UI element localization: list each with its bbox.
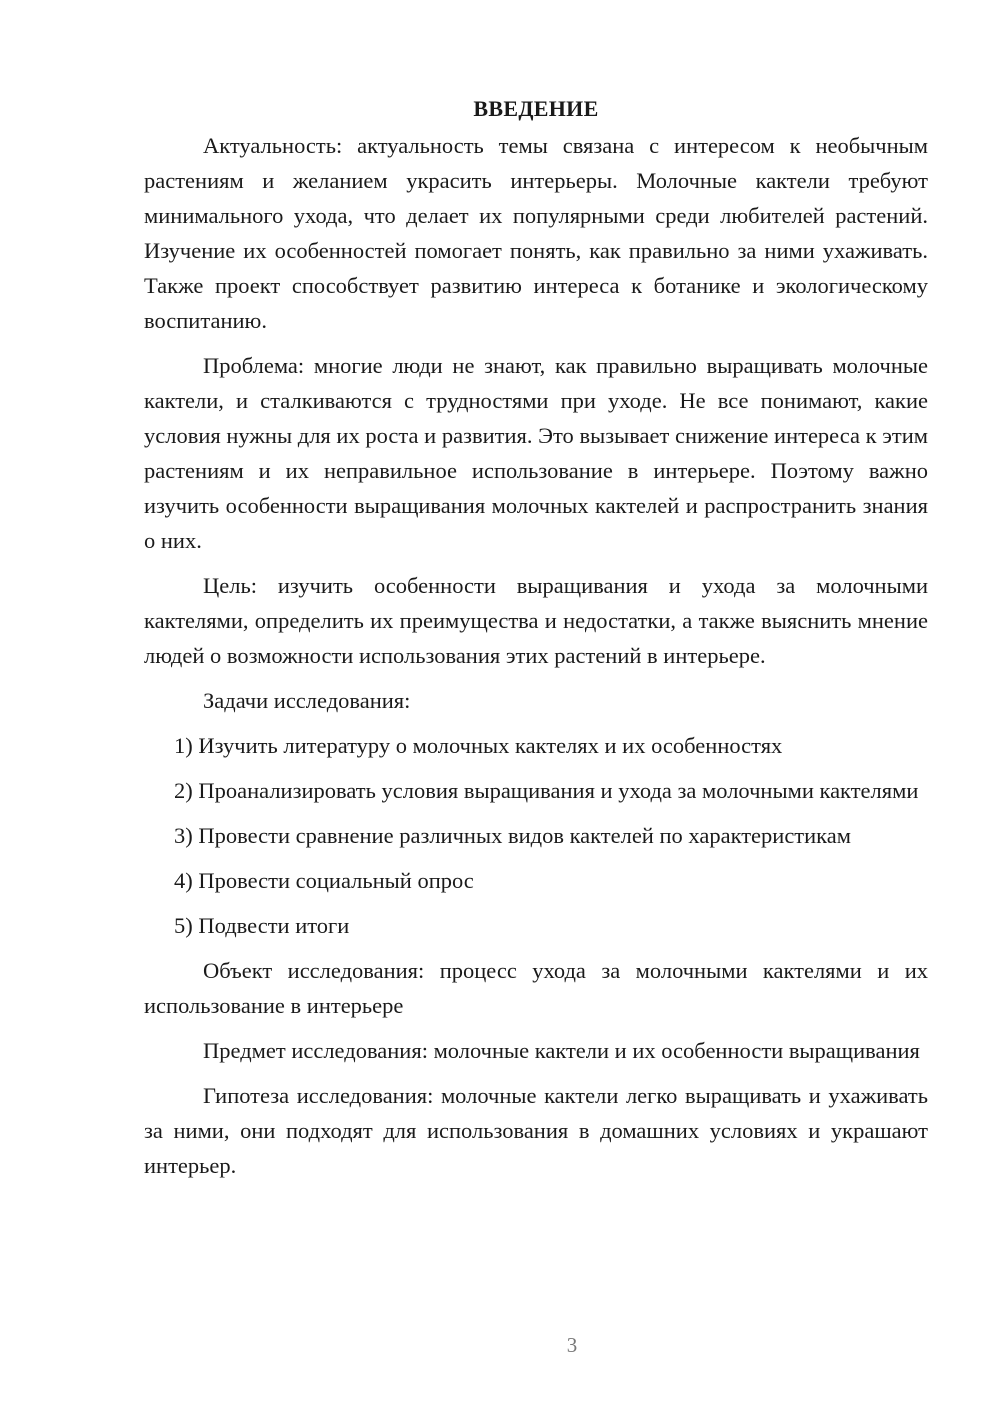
paragraph-problem: Проблема: многие люди не знают, как правильно выращивать молочные кактели, и сталкиваются с трудностями при уходе. Не все понимают, какие условия нужны для их роста и развития. Это вызывает снижение интереса к этим растениям и их неправильное использование в интерьере. Поэтому важно изучить особенности выращивания молочных кактелей и распространить знания о них. — [144, 353, 928, 553]
page-number: 3 — [566, 1333, 578, 1357]
document-page — [144, 92, 928, 1193]
paragraph-goal: Цель: изучить особенности выращивания и ухода за молочными кактелями, определить их преимущества и недостатки, а также выяснить мнение людей о возможности использования этих растений в интерьере. — [144, 573, 928, 668]
paragraph-subject: Предмет исследования: молочные кактели и их особенности выращивания — [203, 1038, 920, 1063]
task-item: 3) Провести сравнение различных видов кактелей по характеристикам — [174, 823, 851, 848]
task-item: 5) Подвести итоги — [174, 913, 350, 938]
paragraph-hypothesis: Гипотеза исследования: молочные кактели легко выращивать и ухаживать за ними, они подходят для использования в домашних условиях и украшают интерьер. — [144, 1083, 928, 1178]
paragraph-object: Объект исследования: процесс ухода за молочными кактелями и их использование в интерьере — [144, 958, 928, 1018]
paragraph-relevance: Актуальность: актуальность темы связана с интересом к необычным растениям и желанием украсить интерьеры. Молочные кактели требуют минимального ухода, что делает их популярными среди любителей растений. Изучение их особенностей помогает понять, как правильно за ними ухаживать. Также проект способствует развитию интереса к ботанике и экологическому воспитанию. — [144, 133, 928, 333]
task-item: 2) Проанализировать условия выращивания и ухода за молочными кактелями — [174, 778, 919, 803]
section-title: ВВЕДЕНИЕ — [473, 96, 599, 121]
task-item: 1) Изучить литературу о молочных кактелях и их особенностях — [174, 733, 783, 758]
tasks-heading: Задачи исследования: — [203, 688, 411, 713]
task-item: 4) Провести социальный опрос — [174, 868, 474, 893]
